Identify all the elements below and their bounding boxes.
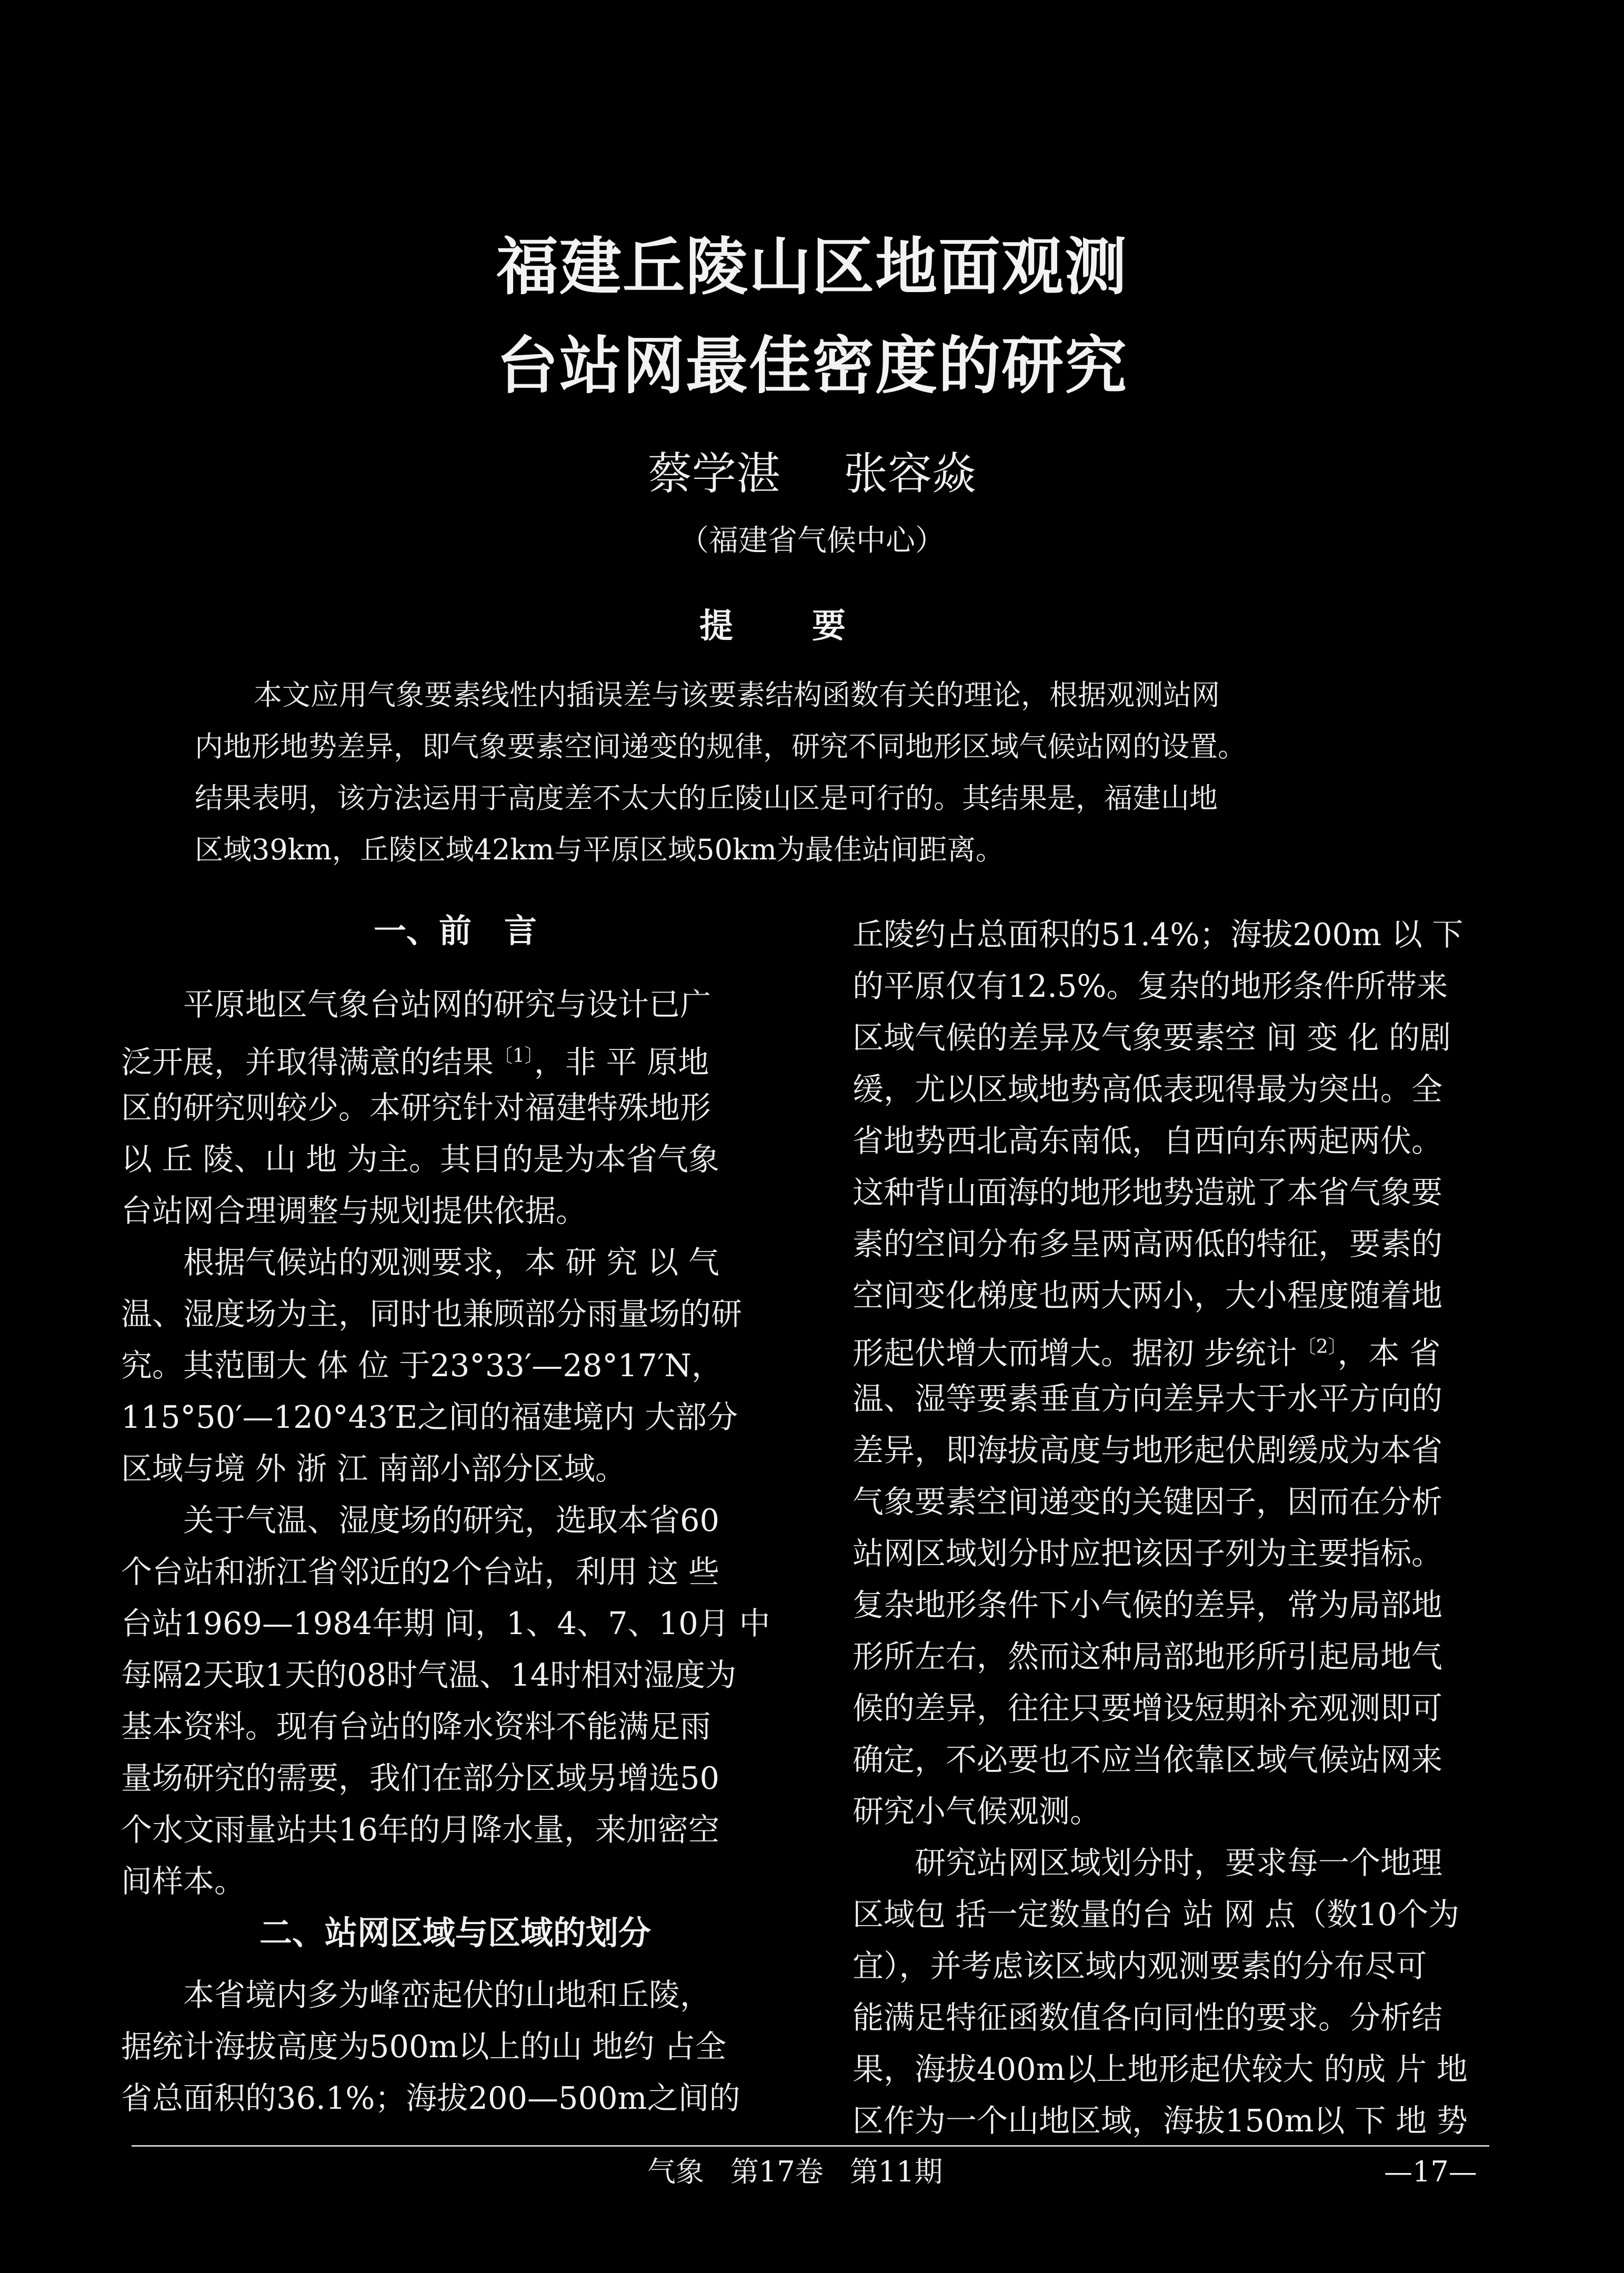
body-line: 确定，不必要也不应当依靠区域气候站网来 [853,1741,1443,1778]
body-line: 省总面积的36.1%；海拔200—500m之间的 [121,2080,740,2116]
body-line: 研究站网区域划分时，要求每一个地理 [915,1845,1443,1881]
body-line: 究。其范围大 体 位 于23°33′—28°17′N， [121,1347,723,1384]
body-text: 形起伏增大而增大。据初 步统计 [853,1335,1297,1371]
body-line: 基本资料。现有台站的降水资料不能满足雨 [121,1708,711,1745]
body-line: 台站网合理调整与规划提供依据。 [121,1193,587,1229]
abstract-line: 区域39km，丘陵区域42km与平原区域50km为最佳站间距离。 [195,833,1004,866]
body-line: 区域包 括一定数量的台 站 网 点（数10个为 [853,1896,1460,1932]
body-line: 平原地区气象台站网的研究与设计已广 [183,986,711,1023]
body-line: 个台站和浙江省邻近的2个台站，利用 这 些 [121,1554,720,1590]
body-line: 这种背山面海的地形地势造就了本省气象要 [853,1174,1443,1210]
body-line: 的平原仅有12.5%。复杂的地形条件所带来 [853,968,1448,1004]
page-number: —17— [1384,2155,1477,2188]
body-line: 果，海拔400m以上地形起伏较大 的成 片 地 [853,2051,1468,2087]
abstract-heading: 提要 [699,606,925,646]
abstract-body [195,669,1437,876]
body-line: 关于气温、湿度场的研究，选取本省60 [183,1502,720,1538]
body-line: 复杂地形条件下小气候的差异，常为局部地 [853,1587,1443,1623]
body-line: 温、湿等要素垂直方向差异大于水平方向的 [853,1380,1443,1417]
author-name: 蔡学湛 [647,448,780,499]
footer-divider [132,2145,1489,2147]
journal-issue: 第11期 [849,2155,943,2188]
body-line: 空间变化梯度也两大两小，大小程度随着地 [853,1277,1443,1314]
body-line [853,1321,1510,1373]
reference-marker: 〔2〕 [1297,1336,1338,1358]
body-text: ，非 平 原地 [534,1044,709,1080]
journal-name: 气象 [647,2155,704,2188]
abstract-line: 结果表明，该方法运用于高度差不太大的丘陵山区是可行的。其结果是，福建山地 [195,782,1218,815]
body-line: 区作为一个山地区域，海拔150m以 下 地 势 [853,2102,1468,2139]
paper-title-line-1: 福建丘陵山区地面观测 [496,230,1128,303]
body-line: 以 丘 陵、山 地 为主。其目的是为本省气象 [121,1141,720,1177]
footer-journal-info [647,2155,969,2188]
right-column [853,909,1510,2147]
abstract-line: 本文应用气象要素线性内插误差与该要素结构函数有关的理论，根据观测站网 [254,678,1220,712]
section-heading: 一、前 言 [373,912,537,950]
body-line: 每隔2天取1天的08时气温、14时相对湿度为 [121,1657,737,1693]
affiliation: （福建省气候中心） [679,524,945,558]
body-line: 省地势西北高东南低，自西向东两起两伏。 [853,1123,1443,1159]
author-list [0,448,1624,499]
body-line: 形所左右，然而这种局部地形所引起局地气 [853,1638,1443,1675]
body-line: 区域与境 外 浙 江 南部小部分区域。 [121,1450,627,1487]
body-line: 115°50′—120°43′E之间的福建境内 大部分 [121,1399,738,1435]
body-text: ，本 省 [1337,1335,1441,1371]
body-line: 本省境内多为峰峦起伏的山地和丘陵， [183,1977,711,2013]
left-column [121,905,789,2124]
body-line: 根据气候站的观测要求，本 研 究 以 气 [183,1244,720,1280]
journal-volume: 第17卷 [730,2155,824,2188]
body-line: 气象要素空间递变的关键因子，因而在分析 [853,1484,1443,1520]
body-line: 差异，即海拔高度与地形起伏剧缓成为本省 [853,1432,1443,1468]
body-line: 候的差异，往往只要增设短期补充观测即可 [853,1690,1443,1726]
body-line [121,1030,789,1082]
body-text: 泛开展，并取得满意的结果 [121,1044,494,1080]
author-name: 张容焱 [844,448,977,499]
body-line: 个水文雨量站共16年的月降水量，来加密空 [121,1811,720,1848]
body-line: 素的空间分布多呈两高两低的特征，要素的 [853,1226,1443,1262]
body-line: 温、湿度场为主，同时也兼顾部分雨量场的研 [121,1296,743,1332]
body-line: 间样本。 [121,1863,246,1899]
body-line: 丘陵约占总面积的51.4%；海拔200m 以 下 [853,916,1463,953]
reference-marker: 〔1〕 [494,1045,534,1067]
body-line: 能满足特征函数值各向同性的要求。分析结 [853,1999,1443,2036]
abstract-line: 内地形地势差异，即气象要素空间递变的规律，研究不同地形区域气候站网的设置。 [195,730,1246,763]
body-line: 区的研究则较少。本研究针对福建特殊地形 [121,1089,711,1126]
body-line: 区域气候的差异及气象要素空 间 变 化 的剧 [853,1019,1451,1056]
body-line: 量场研究的需要，我们在部分区域另增选50 [121,1760,720,1796]
paper-title-line-2: 台站网最佳密度的研究 [496,329,1128,402]
body-line: 缓，尤以区域地势高低表现得最为突出。全 [853,1071,1443,1107]
section-heading: 二、站网区域与区域的划分 [259,1914,651,1952]
body-line: 据统计海拔高度为500m以上的山 地约 占全 [121,2028,727,2065]
body-line: 研究小气候观测。 [853,1793,1101,1829]
body-line: 台站1969—1984年期 间，1、4、7、10月 中 [121,1605,770,1641]
body-line: 站网区域划分时应把该因子列为主要指标。 [853,1535,1443,1571]
body-line: 宜），并考虑该区域内观测要素的分布尽可 [853,1948,1427,1984]
